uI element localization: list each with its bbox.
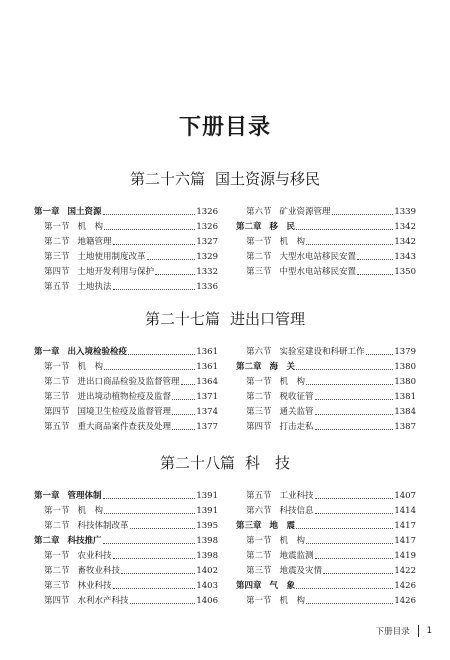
entry-label: 第二章	[236, 362, 262, 372]
entry-title: 打击走私	[279, 422, 314, 432]
toc-entry-section[interactable]	[236, 594, 416, 609]
entry-heading	[34, 360, 103, 372]
entry-page-number: 1414	[394, 506, 416, 516]
toc-entry-section[interactable]	[34, 360, 218, 375]
entry-label: 第一章	[34, 207, 60, 217]
entry-page-number: 1387	[394, 422, 416, 432]
entry-heading	[236, 564, 322, 576]
entry-heading	[34, 594, 129, 606]
entry-heading	[34, 375, 180, 387]
entry-title: 气 象	[269, 581, 296, 591]
entry-label: 第一章	[34, 491, 60, 501]
toc-column-left	[34, 345, 218, 435]
leader-dots	[296, 229, 393, 230]
entry-title: 机 构	[279, 596, 306, 606]
entry-page-number: 1381	[394, 392, 416, 402]
entry-heading	[34, 564, 120, 576]
entry-title: 地震及灾情	[279, 566, 323, 576]
toc-column-left	[34, 489, 218, 609]
entry-heading	[236, 420, 314, 432]
entry-heading	[236, 235, 305, 247]
entry-page-number: 1407	[394, 491, 416, 501]
entry-page-number: 1361	[196, 347, 218, 357]
footer-label: 下册目录	[375, 627, 410, 637]
entry-heading	[34, 519, 129, 531]
entry-title: 进出口商品检验及监督管理	[77, 377, 180, 387]
part-26	[34, 168, 416, 295]
leader-dots	[296, 528, 393, 529]
entry-heading	[34, 489, 102, 501]
entry-title: 地震监测	[279, 551, 314, 561]
entry-page-number: 1342	[394, 237, 416, 247]
toc-entry-section[interactable]	[34, 265, 218, 280]
entry-label: 第三节	[44, 252, 70, 262]
toc-entry-section[interactable]	[34, 405, 218, 420]
entry-title: 重大商品案件查获及处理	[77, 422, 172, 432]
entry-heading	[236, 594, 305, 606]
entry-heading	[236, 205, 331, 217]
entry-label: 第一节	[246, 237, 272, 247]
entry-heading	[34, 549, 112, 561]
entry-title: 土地使用制度改革	[77, 252, 146, 262]
entry-heading	[34, 420, 171, 432]
entry-heading	[236, 390, 314, 402]
entry-title: 机 构	[279, 237, 306, 247]
leader-dots	[130, 528, 196, 529]
leader-dots	[315, 414, 394, 415]
entry-heading	[34, 235, 112, 247]
entry-page-number: 1422	[394, 566, 416, 576]
toc-entry-section[interactable]	[34, 579, 218, 594]
leader-dots	[113, 558, 196, 559]
leader-dots	[104, 369, 195, 370]
toc-entry-chapter[interactable]	[34, 345, 218, 360]
entry-title: 大型水电站移民安置	[279, 252, 357, 262]
entry-page-number: 1332	[196, 267, 218, 277]
entry-title: 水利水产科技	[77, 596, 129, 606]
leader-dots	[181, 384, 196, 385]
entry-label: 第一节	[246, 596, 272, 606]
entry-label: 第二章	[34, 536, 60, 546]
entry-heading	[236, 375, 305, 387]
entry-heading	[236, 579, 295, 591]
toc-entry-section[interactable]	[236, 564, 416, 579]
entry-label: 第四节	[44, 596, 70, 606]
leader-dots	[315, 558, 394, 559]
part-title	[34, 308, 416, 329]
entry-label: 第一章	[34, 347, 60, 357]
entry-title: 进出境动植物检疫及监督	[77, 392, 172, 402]
entry-label: 第三节	[246, 566, 272, 576]
toc-entry-section[interactable]	[34, 519, 218, 534]
entry-page-number: 1384	[394, 407, 416, 417]
entry-heading	[34, 220, 103, 232]
entry-label: 第一节	[44, 506, 70, 516]
leader-dots	[306, 384, 393, 385]
entry-label: 第一节	[44, 551, 70, 561]
entry-heading	[236, 220, 295, 232]
entry-heading	[34, 280, 112, 292]
entry-title: 地 震	[269, 521, 296, 531]
entry-label: 第一节	[246, 377, 272, 387]
entry-label: 第三节	[44, 581, 70, 591]
toc-columns	[34, 345, 416, 435]
entry-page-number: 1380	[394, 362, 416, 372]
entry-label: 第三节	[44, 392, 70, 402]
entry-label: 第二节	[44, 566, 70, 576]
entry-heading	[34, 390, 171, 402]
toc-entry-section[interactable]	[236, 504, 416, 519]
leader-dots	[147, 259, 196, 260]
toc-column-right	[236, 345, 416, 435]
leader-dots	[357, 259, 393, 260]
leader-dots	[332, 214, 394, 215]
entry-page-number: 1329	[196, 252, 218, 262]
part-28	[34, 452, 416, 609]
entry-title: 农业科技	[77, 551, 112, 561]
entry-page-number: 1417	[394, 521, 416, 531]
entry-page-number: 1419	[394, 551, 416, 561]
leader-dots	[104, 229, 195, 230]
entry-page-number: 1326	[196, 222, 218, 232]
entry-heading	[236, 405, 314, 417]
entry-title: 土地执法	[77, 282, 112, 292]
entry-page-number: 1391	[196, 506, 218, 516]
entry-page-number: 1364	[196, 377, 218, 387]
entry-page-number: 1380	[394, 377, 416, 387]
entry-heading	[236, 504, 314, 516]
leader-dots	[130, 603, 196, 604]
leader-dots	[315, 498, 394, 499]
leader-dots	[113, 289, 196, 290]
entry-heading	[236, 519, 295, 531]
toc-entry-section[interactable]	[236, 345, 416, 360]
entry-page-number: 1326	[196, 207, 218, 217]
entry-label: 第二节	[44, 377, 70, 387]
entry-label: 第二节	[44, 521, 70, 531]
entry-label: 第五节	[44, 282, 70, 292]
entry-label: 第四节	[44, 407, 70, 417]
entry-label: 第六节	[246, 347, 272, 357]
part-name: 国土资源与移民	[215, 170, 321, 188]
part-name: 科 技	[245, 454, 291, 472]
part-number: 第二十七篇	[144, 310, 220, 328]
toc-entry-section[interactable]	[236, 235, 416, 250]
leader-dots	[296, 369, 393, 370]
entry-title: 移 民	[269, 222, 296, 232]
toc-entry-section[interactable]	[236, 250, 416, 265]
toc-entry-section[interactable]	[34, 420, 218, 435]
entry-title: 机 构	[279, 377, 306, 387]
entry-page-number: 1417	[394, 536, 416, 546]
entry-label: 第二节	[44, 237, 70, 247]
leader-dots	[104, 513, 195, 514]
leader-dots	[121, 573, 195, 574]
entry-title: 通关监管	[279, 407, 314, 417]
leader-dots	[128, 354, 195, 355]
entry-page-number: 1426	[394, 596, 416, 606]
entry-page-number: 1371	[196, 392, 218, 402]
toc-entry-chapter[interactable]	[236, 360, 416, 375]
entry-page-number: 1426	[394, 581, 416, 591]
toc-entry-section[interactable]	[34, 220, 218, 235]
leader-dots	[315, 513, 394, 514]
leader-dots	[172, 429, 195, 430]
leader-dots	[103, 498, 196, 499]
toc-entry-chapter[interactable]	[236, 519, 416, 534]
part-number: 第二十六篇	[129, 170, 205, 188]
toc-entry-chapter[interactable]	[34, 534, 218, 549]
entry-title: 矿业资源管理	[279, 207, 331, 217]
toc-entry-section[interactable]	[236, 390, 416, 405]
entry-label: 第二章	[236, 222, 262, 232]
toc-entry-chapter[interactable]	[236, 579, 416, 594]
leader-dots	[315, 399, 394, 400]
page-title: 下册目录	[178, 115, 271, 140]
entry-title: 管理体制	[67, 491, 102, 501]
entry-label: 第三节	[246, 407, 272, 417]
entry-label: 第五节	[246, 491, 272, 501]
toc-column-left	[34, 205, 218, 295]
entry-heading	[34, 345, 127, 357]
toc-column-right	[236, 489, 416, 609]
entry-page-number: 1339	[394, 207, 416, 217]
entry-heading	[34, 579, 112, 591]
toc-entry-section[interactable]	[236, 489, 416, 504]
leader-dots	[357, 274, 393, 275]
toc-entry-section[interactable]	[236, 205, 416, 220]
toc-entry-chapter[interactable]	[34, 489, 218, 504]
entry-title: 畜牧业科技	[77, 566, 121, 576]
entry-title: 国土资源	[67, 207, 102, 217]
leader-dots	[306, 244, 393, 245]
entry-title: 机 构	[77, 222, 104, 232]
entry-heading	[236, 489, 314, 501]
toc-entry-chapter[interactable]	[34, 205, 218, 220]
entry-page-number: 1391	[196, 491, 218, 501]
toc-column-right	[236, 205, 416, 295]
toc-entry-section[interactable]	[34, 564, 218, 579]
part-27	[34, 308, 416, 435]
entry-title: 海 关	[269, 362, 296, 372]
leader-dots	[306, 603, 393, 604]
entry-page-number: 1395	[196, 521, 218, 531]
entry-title: 机 构	[77, 362, 104, 372]
entry-label: 第一节	[44, 362, 70, 372]
entry-page-number: 1343	[394, 252, 416, 262]
entry-page-number: 1374	[196, 407, 218, 417]
toc-entry-section[interactable]	[34, 375, 218, 390]
entry-heading	[236, 265, 356, 277]
entry-page-number: 1361	[196, 362, 218, 372]
part-title	[34, 168, 416, 189]
toc-entry-section[interactable]	[236, 534, 416, 549]
entry-heading	[236, 250, 356, 262]
entry-title: 机 构	[279, 536, 306, 546]
part-title	[34, 452, 416, 473]
entry-label: 第四节	[44, 267, 70, 277]
entry-heading	[236, 345, 365, 357]
part-name: 进出口管理	[230, 310, 306, 328]
entry-label: 第一节	[246, 536, 272, 546]
entry-label: 第二节	[246, 392, 272, 402]
entry-label: 第三章	[236, 521, 262, 531]
entry-page-number: 1342	[394, 222, 416, 232]
entry-heading	[34, 265, 154, 277]
entry-title: 税收征管	[279, 392, 314, 402]
toc-entry-section[interactable]	[236, 265, 416, 280]
entry-title: 机 构	[77, 506, 104, 516]
toc-entry-section[interactable]	[236, 420, 416, 435]
footer-page-number: 1	[426, 626, 432, 636]
leader-dots	[306, 543, 393, 544]
entry-title: 中型水电站移民安置	[279, 267, 357, 277]
entry-page-number: 1379	[394, 347, 416, 357]
entry-page-number: 1398	[196, 536, 218, 546]
toc-entry-section[interactable]	[34, 549, 218, 564]
entry-title: 土地开发利用与保护	[77, 267, 155, 277]
leader-dots	[103, 214, 196, 215]
entry-title: 实验室建设和科研工作	[279, 347, 365, 357]
entry-page-number: 1377	[196, 422, 218, 432]
toc-entry-section[interactable]	[34, 390, 218, 405]
entry-title: 地籍管理	[77, 237, 112, 247]
toc-columns	[34, 489, 416, 609]
entry-label: 第一节	[44, 222, 70, 232]
entry-page-number: 1403	[196, 581, 218, 591]
toc-entry-section[interactable]	[34, 280, 218, 295]
leader-dots	[172, 414, 195, 415]
toc-entry-section[interactable]	[34, 594, 218, 609]
leader-dots	[296, 588, 393, 589]
page-footer	[376, 625, 432, 637]
leader-dots	[103, 543, 196, 544]
entry-label: 第六节	[246, 207, 272, 217]
toc-entry-section[interactable]	[236, 375, 416, 390]
entry-title: 科技体制改革	[77, 521, 129, 531]
toc-entry-section[interactable]	[236, 405, 416, 420]
leader-dots	[323, 573, 393, 574]
entry-label: 第二节	[246, 551, 272, 561]
entry-heading	[236, 534, 305, 546]
leader-dots	[113, 244, 196, 245]
entry-title: 国境卫生检疫及监督管理	[77, 407, 172, 417]
part-number: 第二十八篇	[159, 454, 235, 472]
footer-divider	[418, 625, 419, 637]
entry-heading	[34, 534, 102, 546]
entry-label: 第四章	[236, 581, 262, 591]
entry-heading	[34, 205, 102, 217]
entry-heading	[236, 549, 314, 561]
leader-dots	[172, 399, 195, 400]
entry-page-number: 1336	[196, 282, 218, 292]
leader-dots	[366, 354, 394, 355]
entry-page-number: 1406	[196, 596, 218, 606]
toc-entry-section[interactable]	[34, 504, 218, 519]
entry-title: 科技信息	[279, 506, 314, 516]
toc-entry-section[interactable]	[34, 235, 218, 250]
entry-page-number: 1327	[196, 237, 218, 247]
entry-page-number: 1350	[394, 267, 416, 277]
toc-entry-section[interactable]	[236, 549, 416, 564]
entry-page-number: 1402	[196, 566, 218, 576]
toc-entry-section[interactable]	[34, 250, 218, 265]
leader-dots	[155, 274, 195, 275]
toc-entry-chapter[interactable]	[236, 220, 416, 235]
entry-heading	[236, 360, 295, 372]
entry-label: 第六节	[246, 506, 272, 516]
entry-heading	[34, 504, 103, 516]
entry-page-number: 1398	[196, 551, 218, 561]
entry-title: 林业科技	[77, 581, 112, 591]
leader-dots	[315, 429, 394, 430]
entry-label: 第五节	[44, 422, 70, 432]
entry-title: 工业科技	[279, 491, 314, 501]
entry-label: 第四节	[246, 422, 272, 432]
entry-heading	[34, 250, 146, 262]
entry-label: 第二节	[246, 252, 272, 262]
toc-columns	[34, 205, 416, 295]
entry-title: 出入境检验检疫	[67, 347, 128, 357]
entry-heading	[34, 405, 171, 417]
entry-title: 科技推广	[67, 536, 102, 546]
entry-label: 第三节	[246, 267, 272, 277]
leader-dots	[113, 588, 196, 589]
